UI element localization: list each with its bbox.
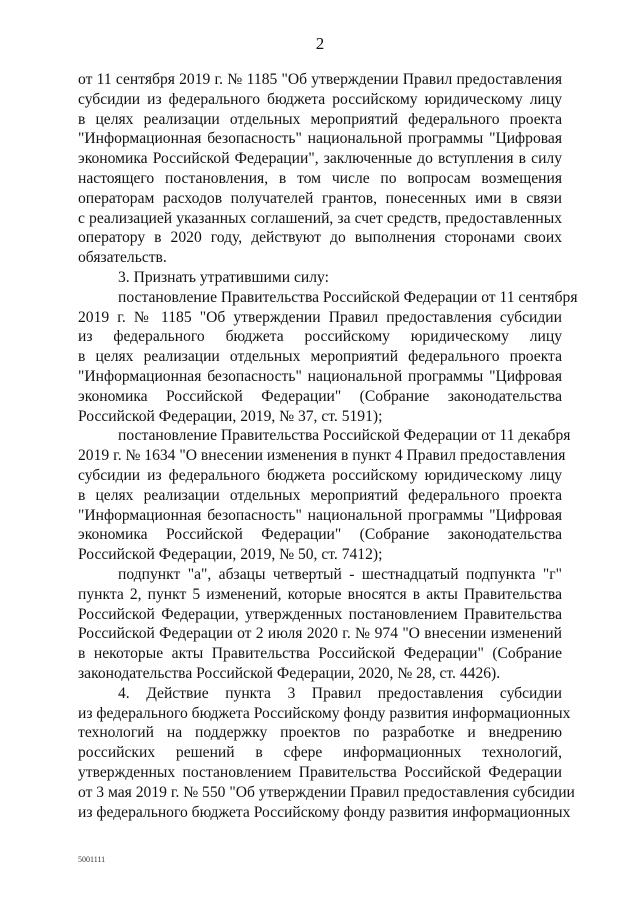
text-line: в целях реализации отдельных мероприятий федерального проекта [78, 110, 562, 128]
text-line: из федерального бюджета Российскому фонду развития информационных [78, 704, 571, 722]
text-line: технологий на поддержку проектов по разработке и внедрению [78, 724, 562, 742]
text-line: Российской Федерации, 2019, № 37, ст. 5191); [78, 407, 383, 425]
text-line: российских решений в сфере информационных технологий, [78, 744, 562, 762]
page-number: 2 [315, 34, 325, 53]
text-line: в целях реализации отдельных мероприятий федерального проекта [78, 486, 562, 504]
section-heading: 3. Признать утратившими силу: [118, 269, 329, 286]
text-line: Российской Федерации, утвержденных постановлением Правительства [78, 605, 562, 623]
text-line: 2019 г. № 1634 "О внесении изменения в пункт 4 Правил предоставления [78, 447, 566, 465]
text-line: в целях реализации отдельных мероприятий федерального проекта [78, 348, 562, 366]
text-line: 2019 г. № 1185 "Об утверждении Правил предоставления субсидии [78, 308, 562, 326]
text-line: в некоторые акты Правительства Российской Федерации" (Собрание [78, 645, 562, 663]
text-line: оператору в 2020 году, действуют до выполнения сторонами своих [78, 229, 562, 247]
text-line: обязательств. [78, 249, 167, 267]
text-line: "Информационная безопасность" национальной программы "Цифровая [78, 368, 562, 385]
text-line: Российской Федерации от 2 июля 2020 г. № 974 "О внесении изменений [78, 625, 562, 643]
text-line: из федерального бюджета российскому юридическому лицу [78, 328, 562, 346]
text-line: экономика Российской Федерации" (Собрание законодательства [78, 387, 562, 405]
text-line: из федерального бюджета Российскому фонду развития информационных [78, 803, 571, 821]
text-line: подпункт "а", абзацы четвертый - шестнадцатый подпункта "г" [118, 566, 562, 583]
text-line: "Информационная безопасность" национальной программы "Цифровая [78, 130, 562, 148]
text-line: настоящего постановления, в том числе по вопросам возмещения [78, 170, 562, 187]
text-line: постановление Правительства Российской Федерации от 11 декабря [118, 427, 571, 445]
text-line: от 11 сентября 2019 г. № 1185 "Об утверждении Правил предоставления [78, 71, 562, 88]
text-line: утвержденных постановлением Правительства Российской Федерации [78, 764, 562, 781]
text-line: операторам расходов получателей грантов, понесенных ими в связи [78, 189, 562, 207]
text-line: постановление Правительства Российской Федерации от 11 сентября [118, 288, 578, 306]
text-line: 4. Действие пункта 3 Правил предоставления субсидии [118, 684, 562, 702]
text-line: субсидии из федерального бюджета российскому юридическому лицу [78, 467, 562, 484]
text-line: "Информационная безопасность" национальной программы "Цифровая [78, 506, 562, 524]
text-line: от 3 мая 2019 г. № 550 "Об утверждении Правил предоставления субсидии [78, 783, 575, 801]
text-line: экономика Российской Федерации", заключенные до вступления в силу [78, 150, 562, 168]
text-line: Российской Федерации, 2019, № 50, ст. 7412); [78, 546, 383, 564]
text-line: пункта 2, пункт 5 изменений, которые вносятся в акты Правительства [78, 585, 562, 603]
text-line: законодательства Российской Федерации, 2020, № 28, ст. 4426). [78, 665, 501, 682]
text-line: с реализацией указанных соглашений, за счет средств, предоставленных [78, 209, 562, 227]
text-line: субсидии из федерального бюджета российскому юридическому лицу [78, 90, 562, 108]
document-code: 5001111 [78, 855, 106, 864]
text-line: экономика Российской Федерации" (Собрание законодательства [78, 526, 562, 544]
